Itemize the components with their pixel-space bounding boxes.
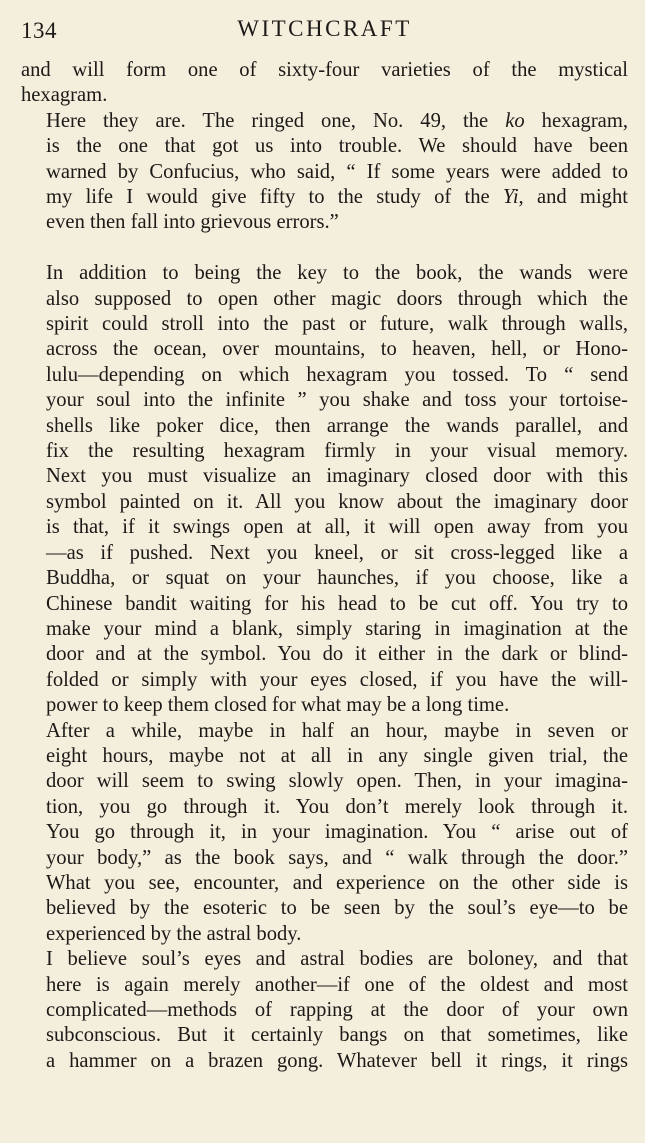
text-line: spirit could stroll into the past or future, walk through walls, xyxy=(46,313,628,336)
paragraph-5 xyxy=(21,947,628,1074)
text-line: shells like poker dice, then arrange the wands parallel, and xyxy=(46,414,628,437)
italic-term: ko xyxy=(505,109,525,132)
text-line: After a while, maybe in half an hour, maybe in seven or xyxy=(46,719,628,742)
text-line: eight hours, maybe not at all in any single given trial, the xyxy=(46,744,628,767)
paragraph-4 xyxy=(21,719,628,948)
paragraph-1 xyxy=(21,58,628,109)
body-text xyxy=(21,58,628,1074)
text-line: across the ocean, over mountains, to heaven, hell, or Hono- xyxy=(46,338,628,361)
text-line: a hammer on a brazen gong. Whatever bell it rings, it rings xyxy=(46,1049,628,1072)
text-line: door and at the symbol. You do it either in the dark or blind- xyxy=(46,643,628,666)
text-line: make your mind a blank, simply staring in imagination at the xyxy=(46,617,628,640)
text-line: I believe soul’s eyes and astral bodies are boloney, and that xyxy=(46,948,628,971)
text-line: symbol painted on it. All you know about the imaginary door xyxy=(46,490,628,513)
text-line: also supposed to open other magic doors through which the xyxy=(46,287,628,310)
paragraph-2 xyxy=(21,109,628,236)
page-number: 134 xyxy=(21,18,57,43)
text-line: What you see, encounter, and experience on the other side is xyxy=(46,871,628,894)
text-line: your soul into the infinite ” you shake and toss your tortoise- xyxy=(46,389,628,412)
text-line: subconscious. But it certainly bangs on that sometimes, like xyxy=(46,1024,628,1047)
text-line: experienced by the astral body. xyxy=(46,922,302,945)
text-line: lulu—depending on which hexagram you tossed. To “ send xyxy=(46,363,628,386)
italic-term: Yi xyxy=(502,186,519,209)
text-line: is the one that got us into trouble. We should have been xyxy=(46,135,628,158)
text-line: fix the resulting hexagram firmly in your visual memory. xyxy=(46,440,628,463)
text-line: complicated—methods of rapping at the door of your own xyxy=(46,999,628,1022)
text-line: folded or simply with your eyes closed, if you have the will- xyxy=(46,668,628,691)
text-line: —as if pushed. Next you kneel, or sit cross-legged like a xyxy=(46,541,628,564)
text-line: tion, you go through it. You don’t merely look through it. xyxy=(46,795,628,818)
text-line: Buddha, or squat on your haunches, if you choose, like a xyxy=(46,567,628,590)
text-line: here is again merely another—if one of the oldest and most xyxy=(46,973,628,996)
running-title: WITCHCRAFT xyxy=(237,16,412,41)
text-line: believed by the esoteric to be seen by the soul’s eye—to be xyxy=(46,897,628,920)
text-line: power to keep them closed for what may be a long time. xyxy=(46,694,510,717)
text-line: your body,” as the book says, and “ walk through the door.” xyxy=(46,846,628,869)
text-line: You go through it, in your imagination. You “ arise out of xyxy=(46,821,628,844)
text-line: In addition to being the key to the book, the wands were xyxy=(46,262,628,285)
text-line: door will seem to swing slowly open. Then, in your imagina- xyxy=(46,770,628,793)
text-line: Here they are. The ringed one, No. 49, the ko hexagram, xyxy=(46,109,628,132)
running-head xyxy=(21,14,628,48)
text-line: is that, if it swings open at all, it will open away from you xyxy=(46,516,628,539)
text-line: Chinese bandit waiting for his head to be cut off. You try to xyxy=(46,592,628,615)
text-line: warned by Confucius, who said, “ If some years were added to xyxy=(46,160,628,183)
text-line: my life I would give fifty to the study of the Yi, and might xyxy=(46,186,628,209)
text-line: hexagram. xyxy=(21,84,108,107)
text-line: and will form one of sixty-four varieties of the mystical xyxy=(21,59,628,81)
text-line: even then fall into grievous errors.” xyxy=(46,211,339,234)
paragraph-3 xyxy=(21,261,628,718)
text-line: Next you must visualize an imaginary closed door with this xyxy=(46,465,628,488)
